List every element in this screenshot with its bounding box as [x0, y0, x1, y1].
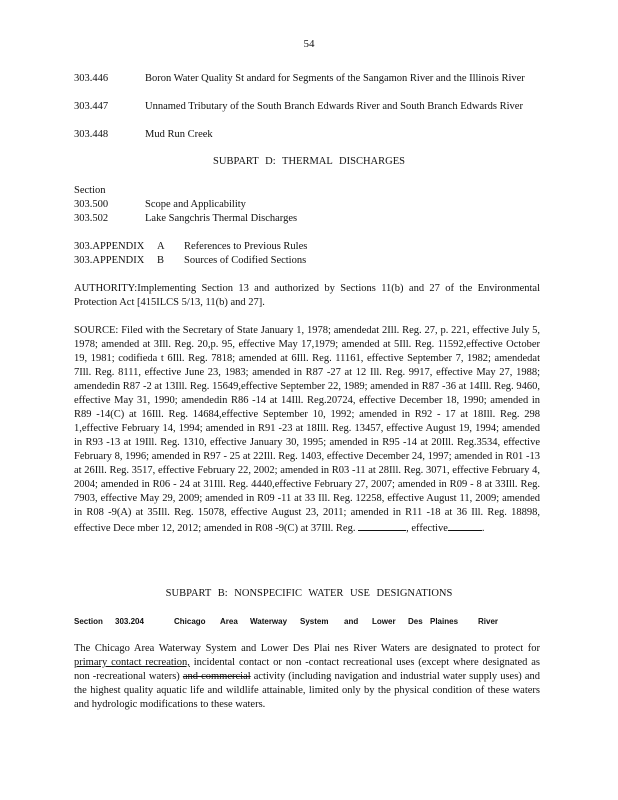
source-paragraph: SOURCE: Filed with the Secretary of State January 1, 1978; amendedat 2Ill. Reg. 27, p. 221, effective July 5, 1978; amended at 3Ill. Reg. 20,p. 95, effective May 17,1979; amended at 5Ill. Reg. 11592,effective October 19, 1981; codifieda t 6Ill. Reg. 7818; amended at 6Ill. Reg. 11161, effective September 7, 1982; amendedat 7Ill. Reg. 8111, effective June 23, 1983; amended in R87 -27 at 12 Ill. Reg. 9917, effective May 27, 1988; amendedin R87 -2 at 13Ill. Reg. 15649,effective September 22, 1989; amended in R87 -36 at 14Ill. Reg. 9460, effective May 31, 1990; amendedin R86 -14 at 14Ill. Reg.20724, effective December 18, 1990; amended in R89 -14(C) at 16Ill. Reg. 14684,effective September 10, 1992; amended in R92 - 17 at 18Ill. Reg. 298 1,effective February 14, 1994; amended in R91 -23 at 18Ill. Reg. 13457, effective August 19, 1994; amended in R93 -13 at 19Ill. Reg. 1310, effective January 30, 1995; amended in R95 -14 at 20Ill. Reg.3534, effective February 8, 1996; amended in R97 - 25 at 22Ill. Reg. 1403, effective December 24, 1997; amended in R01 -13 at 26Ill. Reg. 3517, effective February 22, 2002; amended in R03 -11 at 28Ill. Reg. 3071, effective February 4, 2004; amended in R06 - 24 at 31Ill. Reg. 4440,effective February 27, 2007; amended in R09 - 8 at 33Ill. Reg. 7903, effective May 29, 2009; amended in R09 -11 at 33 Ill. Reg. 12258, effective August 11, 2009; amended in R08 -9(A) at 35Ill. Reg. 15078, effective August 23, 2011; amended in R11 -18 at 36 Ill. Reg. 18898, effective Dece mber 12, 2012; amended in R08 -9(C) at 37Ill. Reg. , effective .: [74, 325, 540, 534]
source-text: SOURCE: Filed with the Secretary of State January 1, 1978; amendedat 2Ill. Reg. 27, p. 221, effective July 5, 1978; amended at 3Ill. Reg. 20,p. 95, effective May 17,1979; amended at 5Ill. Reg. 11592,effective October 19, 1981; codifieda t 6Ill. Reg. 7818; amended at 6Ill. Reg. 11161, effective September 7, 1982; amendedat 7Ill. Reg. 8111, effective June 23, 1983; amended in R87 -27 at 12 Ill. Reg. 9917, effective May 27, 1988; amendedin R87 -2 at 13Ill. Reg. 15649,effective September 22, 1989; amended in R87 -36 at 14Ill. Reg. 9460, effective May 31, 1990; amendedin R86 -14 at 14Ill. Reg.20724, effective December 18, 1990; amended in R89 -14(C) at 16Ill. Reg. 14684,effective September 10, 1992; amended in R92 - 17 at 18Ill. Reg. 298 1,effective February 14, 1994; amended in R91 -23 at 18Ill. Reg. 13457, effective August 19, 1994; amended in R93 -13 at 19Ill. Reg. 1310, effective January 30, 1995; amended in R95 -14 at 20Ill. Reg.3534, effective February 8, 1996; amended in R97 - 25 at 22Ill. Reg. 1403, effective December 24, 1997; amended in R01 -13 at 26Ill. Reg. 3517, effective February 22, 2002; amended in R03 -11 at 28Ill. Reg. 3071, effective February 4, 2004; amended in R06 - 24 at 31Ill. Reg. 4440,effective February 27, 2007; amended in R09 - 8 at 33Ill. Reg. 7903, effective May 29, 2009; amended in R09 -11 at 33 Ill. Reg. 12258, effective August 11, 2009; amended in R08 -9(A) at 35Ill. Reg. 15078, effective August 23, 2011; amended in R11 -18 at 36 Ill. Reg. 18898, effective Dece mber 12, 2012; amended in R08 -9(C) at 37Ill. Reg.: [74, 325, 540, 534]
section-title: Unnamed Tributary of the South Branch Edwards River and South Branch Edwards River: [145, 101, 523, 112]
blank-line: [358, 520, 406, 531]
heading-word: River: [478, 617, 499, 626]
subpart-b-heading: SUBPART B: NONSPECIFIC WATER USE DESIGNATIONS: [165, 588, 453, 599]
heading-word: 303.204: [115, 617, 144, 626]
struck-text: and commercial: [182, 671, 251, 682]
heading-word: Chicago: [174, 617, 206, 626]
section-label-text: Section: [74, 185, 106, 196]
appendix-title: References to Previous Rules: [184, 241, 308, 252]
heading-word: Plaines: [430, 617, 459, 626]
heading-word: Waterway: [250, 617, 288, 626]
paragraph-text: activity (including navigation and industrial water supply uses) and the highest quality aquatic life and wildlife attainable, limited only by the physical condition of these waters and hydrologic modifications to these waters.: [74, 671, 541, 710]
source-end-text: effective: [411, 523, 448, 534]
heading-word: Area: [220, 617, 238, 626]
appendix-number: 303.APPENDIX: [74, 241, 145, 252]
appendix-letter: A: [157, 241, 165, 252]
section-number: 303.446: [74, 73, 109, 84]
appendix-number: 303.APPENDIX: [74, 255, 145, 266]
designation-paragraph: [74, 642, 540, 712]
appendix-title: Sources of Codified Sections: [184, 255, 307, 266]
page-number: 54: [303, 38, 315, 50]
authority-paragraph: AUTHORITY:Implementing Section 13 and authorized by Sections 11(b) and 27 of the Environmental Protection Act [415ILCS 5/13, 11(b) and 27].: [74, 283, 540, 308]
section-number: 303.500: [74, 199, 109, 210]
blank-line: [448, 520, 482, 531]
section-303-204-heading: [74, 614, 540, 628]
paragraph-text: The Chicago Area Waterway System and Lower Des Plai nes River Waters are designated to protect for: [74, 643, 540, 654]
section-title: Lake Sangchris Thermal Discharges: [145, 213, 298, 224]
section-number: 303.502: [74, 213, 109, 224]
heading-word: Section: [74, 617, 103, 626]
heading-word: and: [344, 617, 359, 626]
appendix-letter: B: [157, 255, 165, 266]
section-title: Mud Run Creek: [145, 129, 213, 140]
section-title: Boron Water Quality St andard for Segments of the Sangamon River and the Illinois River: [145, 73, 525, 84]
heading-word: Des: [408, 617, 423, 626]
subpart-d-heading: SUBPART D: THERMAL DISCHARGES: [213, 156, 405, 167]
inserted-text: primary contact recreation,: [74, 657, 190, 668]
paragraph-text: incidental contact or non -contact recreational uses (except where designated as non -recreational waters): [74, 657, 541, 682]
section-title: Scope and Applicability: [145, 199, 246, 210]
section-number: 303.448: [74, 129, 109, 140]
section-number: 303.447: [74, 101, 109, 112]
heading-word: Lower: [372, 617, 396, 626]
heading-word: System: [300, 617, 329, 626]
